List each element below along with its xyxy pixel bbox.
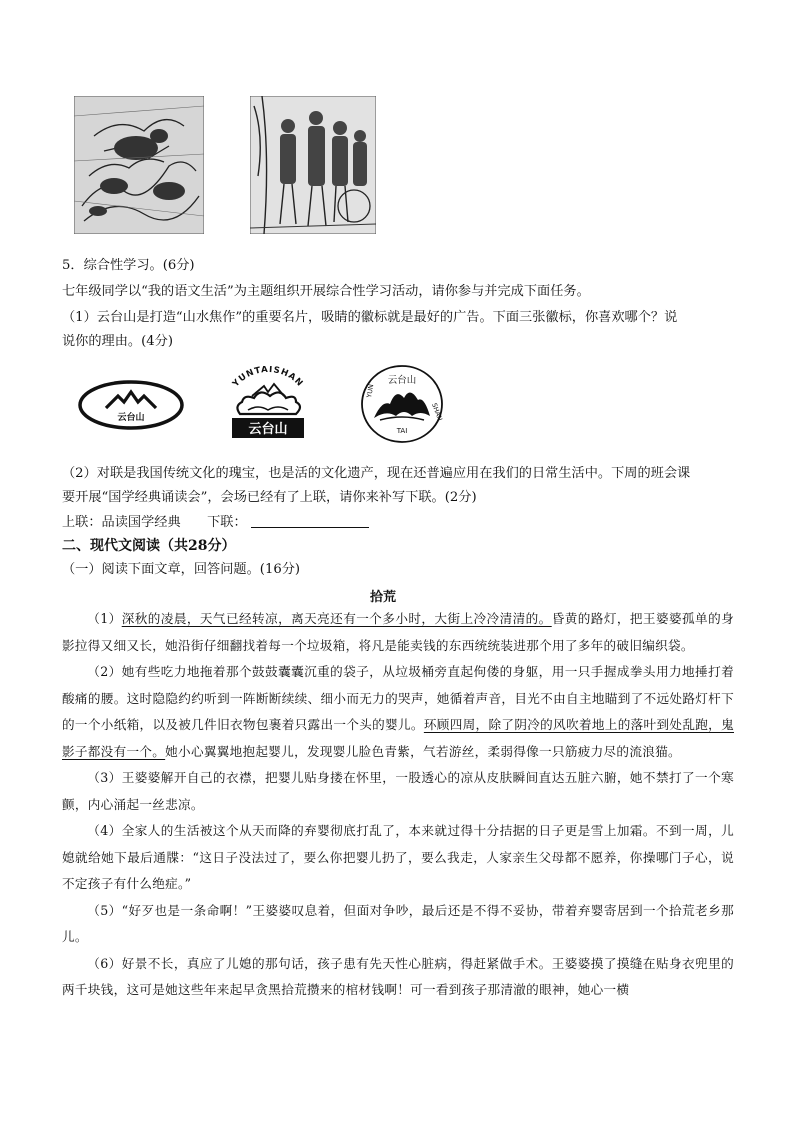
logo3-right-text: SHAN <box>430 401 444 422</box>
logo3-bottom-text: TAI <box>396 427 408 435</box>
couplet-lower-blank[interactable] <box>251 514 369 528</box>
logo2-text: 云台山 <box>248 422 288 437</box>
article-para-3: （3）王婆婆解开自己的衣襟，把婴儿贴身搂在怀里，一股透心的凉从皮肤瞬间直达五脏六腑，她不禁打了一个寒颤，内心涌起一丝悲凉。 <box>62 770 734 812</box>
q5-part1-line1: （1）云台山是打造“山水焦作”的重要名片，吸睛的徽标就是最好的广告。下面三张徽标，你喜欢哪个？说 <box>62 310 678 325</box>
couplet-row <box>62 514 369 531</box>
para1-rest: 昏黄的路灯，把王婆婆孤单的身影拉得又细又长，她沿街仔细翻找着每一个垃圾箱，将凡是能卖钱的东西统统装进那个用了多年的破旧编织袋。 <box>62 611 734 653</box>
logo-option-1 <box>78 380 184 434</box>
article-para-6: （6）好景不长，真应了儿媳的那句话，孩子患有先天性心脏病，得赶紧做手术。王婆婆摸了摸缝在贴身衣兜里的两千块钱，这可是她这些年来起早贪黑拾荒攒来的棺材钱啊！可一看到孩子那清澈的眼神，她心一横 <box>62 955 734 997</box>
section2-sub: （一）阅读下面文章，回答问题。(16分) <box>62 562 301 577</box>
q5-heading: 5．综合性学习。(6分) <box>62 258 195 273</box>
q5-part1-line2: 说你的理由。(4分) <box>62 334 173 349</box>
logo-option-3 <box>360 364 444 448</box>
couplet-upper: 上联：品读国学经典 <box>62 515 181 530</box>
q5-part2-line1: （2）对联是我国传统文化的瑰宝，也是活的文化遗产，现在还普遍应用在我们的日常生活中。下周的班会课 <box>62 466 691 481</box>
article-para-4: （4）全家人的生活被这个从天而降的弃婴彻底打乱了，本来就过得十分拮据的日子更是雪上加霜。不到一周，儿媳就给她下最后通牒：“这日子没法过了，要么你把婴儿扔了，要么我走，人家亲生父母都不愿养，你操哪门子心，说不定孩子有什么绝症。” <box>62 823 734 891</box>
monster-battle-illustration <box>74 96 204 234</box>
para2-underlined: 环顾四周，除了阴冷的风吹着地上的落叶到处乱跑，鬼影子都没有一个。 <box>62 717 734 759</box>
article-title: 拾荒 <box>370 590 397 605</box>
svg-text:YUNTAISHAN <box>230 366 305 390</box>
q5-intro: 七年级同学以“我的语文生活”为主题组织开展综合性学习活动，请你参与并完成下面任务。 <box>62 284 590 299</box>
article-para-1: （1）深秋的凌晨，天气已经转凉，离天亮还有一个多小时，大街上冷冷清清的。昏黄的路灯，把王婆婆孤单的身影拉得又细又长，她沿街仔细翻找着每一个垃圾箱，将凡是能卖钱的东西统统装进那个用了多年的破旧编织袋。 <box>62 611 734 653</box>
logo3-top-text: 云台山 <box>387 375 417 386</box>
logo-option-2 <box>218 366 318 446</box>
logo3-left-text: YUN <box>365 383 376 399</box>
para1-underlined: 深秋的凌晨，天气已经转凉，离天亮还有一个多小时，大街上冷冷清清的。 <box>121 611 552 626</box>
article-para-2: （2）她有些吃力地拖着那个鼓鼓囊囊沉重的袋子，从垃圾桶旁直起佝偻的身躯，用一只手握成拳头用力地捶打着酸痛的腰。这时隐隐约约听到一阵断断续续、细小而无力的哭声，她循着声音，目光不由自主地瞄到了不远处路灯杆下的一个小纸箱，以及被几件旧衣物包裹着只露出一个头的婴儿。环顾四周，除了阴冷的风吹着地上的落叶到处乱跑，鬼影子都没有一个。她小心翼翼地抱起婴儿，发现婴儿脸色青紫，气若游丝，柔弱得像一只筋疲力尽的流浪猫。 <box>62 664 734 759</box>
couplet-lower-label: 下联： <box>207 515 247 530</box>
section2-heading: 二、现代文阅读（共28分） <box>62 538 236 554</box>
pilgrims-illustration <box>250 96 376 234</box>
logo1-text: 云台山 <box>117 413 145 423</box>
logo2-arc-text: YUNTAISHAN <box>231 366 305 390</box>
article-para-5: （5）“好歹也是一条命啊！”王婆婆叹息着，但面对争吵，最后还是不得不妥协，带着弃婴寄居到一个拾荒老乡那儿。 <box>62 902 734 944</box>
q5-part2-line2: 要开展“国学经典诵读会”，会场已经有了上联，请你来补写下联。(2分) <box>62 490 477 505</box>
article-body <box>62 606 734 1004</box>
